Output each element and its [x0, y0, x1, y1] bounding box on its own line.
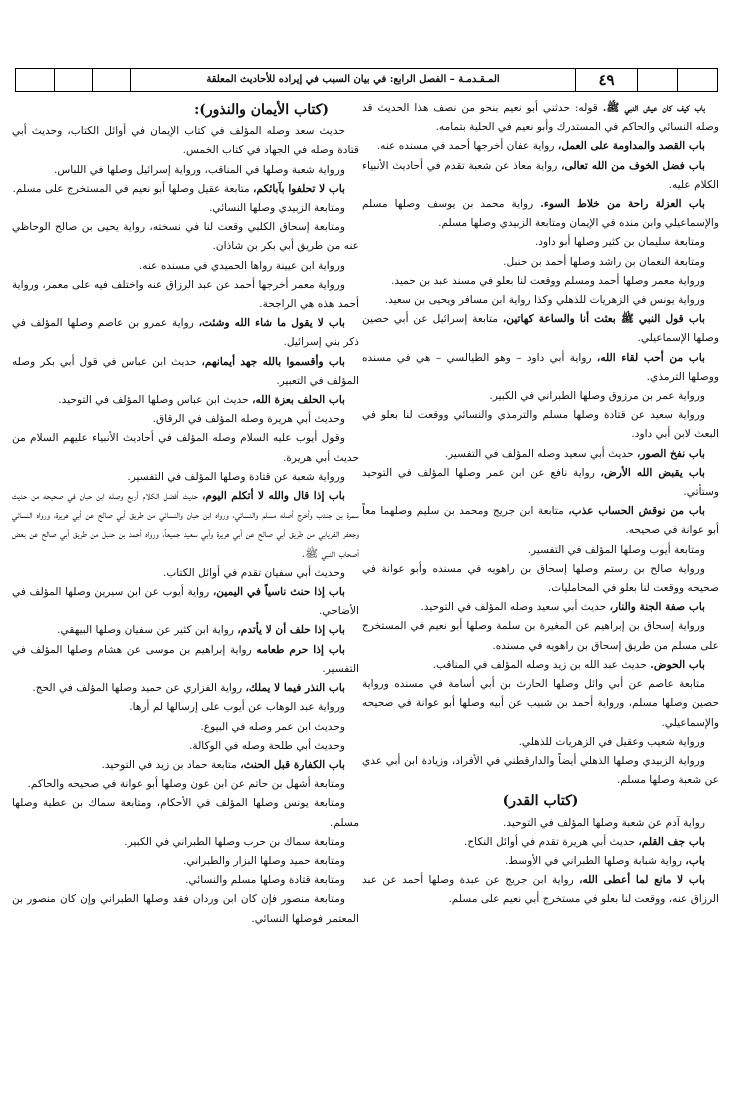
paragraph-text: ورواية عمر بن مرزوق وصلها الطبراني في الكبير. — [489, 390, 705, 403]
paragraph-text: ورواية عبد الوهاب عن أيوب على إرسالها لم أرها. — [129, 701, 345, 714]
chapter-heading: باب لا تحلفوا بآبائكم، — [253, 182, 345, 195]
paragraph-text: ومتابعة سليمان بن كثير وصلها أبو داود. — [534, 236, 705, 249]
paragraph-text: قوله: حدثني أبو نعيم بنحو من نصف هذا الحديث قد وصله النسائي والحاكم في المستدرك وأبو نعيم في الحلية بتمامه. — [362, 102, 719, 134]
paragraph — [12, 391, 359, 410]
paragraph-text: رواية ابن كثير عن سفيان وصلها البيهقي. — [57, 624, 238, 637]
running-header — [15, 68, 718, 92]
paragraph-text: رواية أبي داود – وهو الطيالسي – هي في مسنده ووصلها الترمذي. — [362, 351, 719, 383]
paragraph-text: ورواية شعبة وصلها في المناقب، ورواية إسرائيل وصلها في اللباس. — [53, 163, 345, 176]
chapter-heading: باب إذا حنث ناسياً في اليمين، — [212, 586, 345, 599]
paragraph-text: متابعة إسرائيل عن أبي حصين وصلها الإسماعيلي. — [362, 313, 719, 345]
chapter-heading: باب النذر فيما لا يملك، — [245, 682, 345, 695]
paragraph-text: متابعة ابن جريج ومحمد بن سليم وصلهما معاً أبو عوانة في صحيحه. — [362, 505, 719, 537]
paragraph-text: ومتابعة يونس وصلها المؤلف في الأحكام، ومتابعة سماك بن عطية وصلها مسلم. — [12, 797, 359, 829]
paragraph-text: ومتابعة حميد وصلها البزار والطبراني. — [183, 854, 345, 867]
paragraph — [362, 541, 719, 560]
paragraph-text: حديث سعد وصله المؤلف في كتاب الإيمان في أوائل الكتاب، وحديث أبي قتادة وصله في الجهاد في كتاب الخمس. — [12, 125, 359, 157]
chapter-heading: باب كيف كان عيش النبي ﷺ. — [602, 102, 705, 114]
running-title: المـقـدمـة – الفصل الرابع: في بيان السبب في إيراده للأحاديث المعلقة — [130, 69, 575, 91]
paragraph — [362, 733, 719, 752]
header-empty-cell — [54, 69, 92, 91]
chapter-heading: باب العزلة راحة من خلاط السوء. — [540, 198, 705, 211]
paragraph — [12, 852, 359, 871]
paragraph — [362, 387, 719, 406]
header-empty-cell — [16, 69, 54, 91]
paragraph-text: ومتابعة أيوب وصلها المؤلف في التفسير. — [527, 543, 705, 556]
chapter-heading: باب إذا حلف أن لا يأتدم، — [237, 624, 345, 637]
paragraph — [12, 314, 359, 352]
paragraph — [362, 833, 719, 852]
paragraph — [12, 641, 359, 679]
paragraph — [12, 564, 359, 583]
chapter-heading: باب من أحب لقاء الله، — [596, 351, 705, 364]
paragraph — [362, 349, 719, 387]
paragraph — [12, 276, 359, 314]
paragraph — [12, 257, 359, 276]
paragraph-text: ومتابعة إسحاق الكلبي وقعت لنا في نسخته، رواية يحيى بن صالح الوحاظي عنه من طريق أبي بكر بن شاذان. — [12, 221, 359, 253]
chapter-heading: باب لا يقول ما شاء الله وشئت، — [198, 317, 345, 330]
paragraph-text: متابعة حماد بن زيد في التوحيد. — [101, 758, 241, 771]
paragraph-text: ومتابعة قتادة وصلها مسلم والنسائي. — [185, 874, 345, 887]
chapter-heading: باب الحلف بعزة الله، — [252, 394, 345, 407]
paragraph-text: حديث ابن عباس في قول أبي بكر وصله المؤلف في التعبير. — [12, 355, 359, 387]
paragraph-text: ورواية شعبة عن قتادة وصلها المؤلف في التفسير. — [127, 470, 345, 483]
paragraph-text: حديث ابن عباس وصلها المؤلف في التوحيد. — [58, 394, 253, 407]
paragraph — [362, 445, 719, 464]
paragraph — [362, 598, 719, 617]
paragraph-text: ورواية صالح بن رستم وصلها إسحاق بن راهويه في مسنده وأبو عوانة في صحيحه ووقعت لنا بعلو في المحامليات. — [362, 562, 719, 595]
paragraph-text: وحديث أبي هريرة وصله المؤلف في الرقاق. — [152, 413, 345, 426]
right-text-column — [362, 99, 719, 1039]
paragraph-text: ورواية إسحاق بن إبراهيم عن المغيرة بن سلمة وصلها أبو نعيم في المستخرج على مسلم من طريق إسحاق بن راهويه في مسنده. — [362, 620, 719, 652]
paragraph-text: رواية نافع عن ابن عمر وصلها المؤلف في التوحيد وستأتي. — [362, 466, 719, 499]
paragraph — [362, 502, 719, 540]
paragraph-text: رواية أيوب عن ابن سيرين وصلها المؤلف في الأضاحي. — [12, 586, 359, 618]
paragraph-text: حديث عبد الله بن زيد وصله المؤلف في المناقب. — [432, 658, 651, 671]
paragraph-text: ورواية الزبيدي وصلها الذهلي أيضاً والدارقطني في الأفراد، وزيادة ابن أبي عدي عن شعبة وصلها مسلم. — [362, 754, 719, 787]
paragraph — [362, 617, 719, 655]
paragraph-text: رواية محمد بن يوسف وصلها مسلم والإسماعيلي وابن منده في الإيمان ومتابعة الزبيدي وصلها مسلم. — [362, 198, 719, 230]
paragraph-text: حديث أفضل الكلام أربع وصله ابن حبان في صحيحه من حديث سمرة بن جندب وأخرج أصله مسلم والنسائي، ورواه ابن حبان والنسائي من طريق أبي صالح عن أبي هريرة، ورواه النسائي وجعفر الفريابي من طريق أبي صالح عن أبي هريرة وأبي سعيد جميعاً، ورواه أحمد بن حنبل من طريق أبي صالح عن بعض أصحاب النبي ﷺ. — [12, 490, 359, 560]
paragraph — [12, 679, 359, 698]
paragraph — [12, 218, 359, 256]
chapter-heading: باب الكفارة قبل الحنث، — [240, 758, 345, 771]
paragraph — [362, 99, 719, 137]
paragraph-text: متابعة عقيل وصلها أبو نعيم في المستخرج على مسلم. — [12, 182, 254, 195]
paragraph-text: رواية عفان أخرجها أحمد في مسنده عنه. — [376, 140, 558, 153]
left-text-column — [12, 99, 359, 1104]
paragraph — [12, 180, 359, 199]
chapter-heading: باب صفة الجنة والنار، — [609, 601, 705, 614]
paragraph-text: رواية إبراهيم بن موسى عن هشام وصلها المؤلف في التفسير. — [12, 643, 359, 675]
section-title: (كتاب القدر) — [502, 793, 579, 810]
paragraph — [362, 464, 719, 502]
paragraph — [362, 406, 719, 444]
paragraph — [12, 871, 359, 890]
paragraph-text: ورواية معمر وصلها أحمد ومسلم ووقعت لنا بعلو في مسند عبد بن حميد. — [391, 274, 705, 287]
paragraph — [362, 272, 719, 291]
paragraph-text: ورواية سعيد عن قتادة وصلها مسلم والترمذي والنسائي ووقعت لنا بعلو في البعث لابن أبي داود. — [362, 409, 719, 441]
chapter-heading: باب وأقسموا بالله جهد أيمانهم، — [201, 355, 345, 368]
paragraph — [12, 122, 359, 160]
paragraph-text: رواية ابن جريج عن عبدة وصلها أحمد عن عبد الرزاق عنه، ووقعت لنا بعلو في مستخرج أبي نعيم على مسلم. — [362, 874, 719, 906]
paragraph — [12, 737, 359, 756]
page-number: ٤٩ — [575, 69, 637, 91]
paragraph — [12, 468, 359, 487]
chapter-heading: باب إذا حرم طعامه — [256, 643, 345, 656]
paragraph — [12, 621, 359, 640]
paragraph-text: حديث أبي سعيد وصله المؤلف في التفسير. — [444, 447, 637, 460]
paragraph — [362, 137, 719, 156]
paragraph-text: رواية عمرو بن عاصم وصلها المؤلف في ذكر بني إسرائيل. — [12, 317, 359, 349]
paragraph — [12, 429, 359, 467]
paragraph-text: ومتابعة الزبيدي وصلها النسائي. — [209, 202, 345, 215]
paragraph-text: ومتابعة النعمان بن راشد وصلها أحمد بن حنبل. — [503, 255, 705, 268]
paragraph — [12, 756, 359, 775]
paragraph — [12, 775, 359, 794]
paragraph — [12, 487, 359, 564]
chapter-heading: باب قول النبي ﷺ بعثت أنا والساعة كهاتين، — [502, 313, 705, 326]
paragraph-text: رواية آدم عن شعبة وصلها المؤلف في التوحيد. — [503, 816, 705, 829]
chapter-heading: باب نفخ الصور، — [636, 447, 705, 460]
paragraph — [12, 698, 359, 717]
paragraph-text: ومتابعة سماك بن حرب وصلها الطبراني في الكبير. — [124, 835, 345, 848]
paragraph-text: ومتابعة منصور فإن كان ابن وردان فقد وصلها الطبراني وإن كان منصور بن المعتمر فوصلها النسائي. — [12, 893, 359, 925]
paragraph — [362, 560, 719, 598]
paragraph-text: وقول أيوب عليه السلام وصله المؤلف في أحاديث الأنبياء عليهم السلام من حديث أبي هريرة. — [12, 432, 359, 464]
paragraph — [362, 233, 719, 252]
paragraph — [362, 253, 719, 272]
paragraph — [12, 410, 359, 429]
paragraph-text: وحديث أبي سفيان تقدم في أوائل الكتاب. — [162, 566, 345, 579]
paragraph — [12, 794, 359, 832]
paragraph — [12, 583, 359, 621]
paragraph-text: ورواية معمر أخرجها أحمد عن عبد الرزاق عنه واختلف فيه على معمر، ورواية أحمد هذه هي الراجحة. — [12, 278, 359, 311]
header-empty-cell — [677, 69, 717, 91]
paragraph — [12, 833, 359, 852]
paragraph — [362, 157, 719, 195]
paragraph-text: رواية معاذ عن شعبة تقدم في أحاديث الأنبياء الكلام عليه. — [362, 159, 719, 191]
paragraph — [362, 656, 719, 675]
paragraph — [362, 675, 719, 733]
paragraph-text: ورواية ابن عيينة رواها الحميدي في مسنده عنه. — [138, 259, 345, 272]
paragraph-text: متابعة عاصم عن أبي وائل وصلها الحارث بن أبي أسامة في مسنده ورواية حصين وصلها مسلم، ورواية أحمد بن شبيب عن أبيه وصلها أبو عوانة في صحيحه والإسماعيلي. — [362, 678, 719, 729]
paragraph — [362, 310, 719, 348]
header-empty-cell — [92, 69, 130, 91]
paragraph — [12, 353, 359, 391]
paragraph — [12, 890, 359, 928]
section-title: (كتاب الأيمان والنذور): — [194, 102, 329, 118]
paragraph — [362, 871, 719, 909]
chapter-heading: باب إذا قال والله لا أتكلم اليوم، — [202, 490, 345, 503]
paragraph-text: حديث أبي هريرة تقدم في أوائل النكاح. — [463, 835, 639, 848]
chapter-heading: باب جف القلم، — [638, 835, 705, 848]
paragraph — [12, 199, 359, 218]
chapter-heading: باب يقبض الله الأرض، — [600, 466, 705, 479]
paragraph — [362, 752, 719, 790]
chapter-heading: باب لا مانع لما أعطى الله، — [579, 874, 706, 887]
paragraph-text: حديث أبي سعيد وصله المؤلف في التوحيد. — [420, 601, 610, 614]
paragraph-text: رواية الفزاري عن حميد وصلها المؤلف في الحج. — [32, 682, 246, 695]
paragraph-text: ورواية يونس في الزهريات للذهلي وكذا رواية ابن مسافر ويحيى بن سعيد. — [384, 294, 705, 307]
paragraph-text: وحديث ابن عمر وصله في البيوع. — [200, 720, 345, 733]
paragraph — [12, 161, 359, 180]
paragraph — [362, 195, 719, 233]
chapter-heading: باب، — [685, 854, 705, 867]
paragraph-text: رواية شبابة وصلها الطبراني في الأوسط. — [504, 854, 686, 867]
header-empty-cell — [637, 69, 677, 91]
paragraph — [362, 814, 719, 833]
chapter-heading: باب الحوض. — [650, 658, 705, 671]
paragraph — [12, 718, 359, 737]
chapter-heading: باب من نوقش الحساب عذب، — [568, 505, 705, 518]
chapter-heading: باب فضل الخوف من الله تعالى، — [561, 159, 705, 172]
paragraph-text: ومتابعة أشهل بن حاتم عن ابن عون وصلها أبو عوانة في صحيحه والحاكم. — [27, 778, 345, 791]
paragraph — [362, 291, 719, 310]
chapter-heading: باب القصد والمداومة على العمل، — [557, 140, 705, 153]
paragraph — [362, 852, 719, 871]
paragraph-text: وحديث أبي طلحة وصله في الوكالة. — [189, 739, 345, 752]
paragraph-text: ورواية شعيب وعقيل في الزهريات للذهلي. — [518, 735, 705, 748]
